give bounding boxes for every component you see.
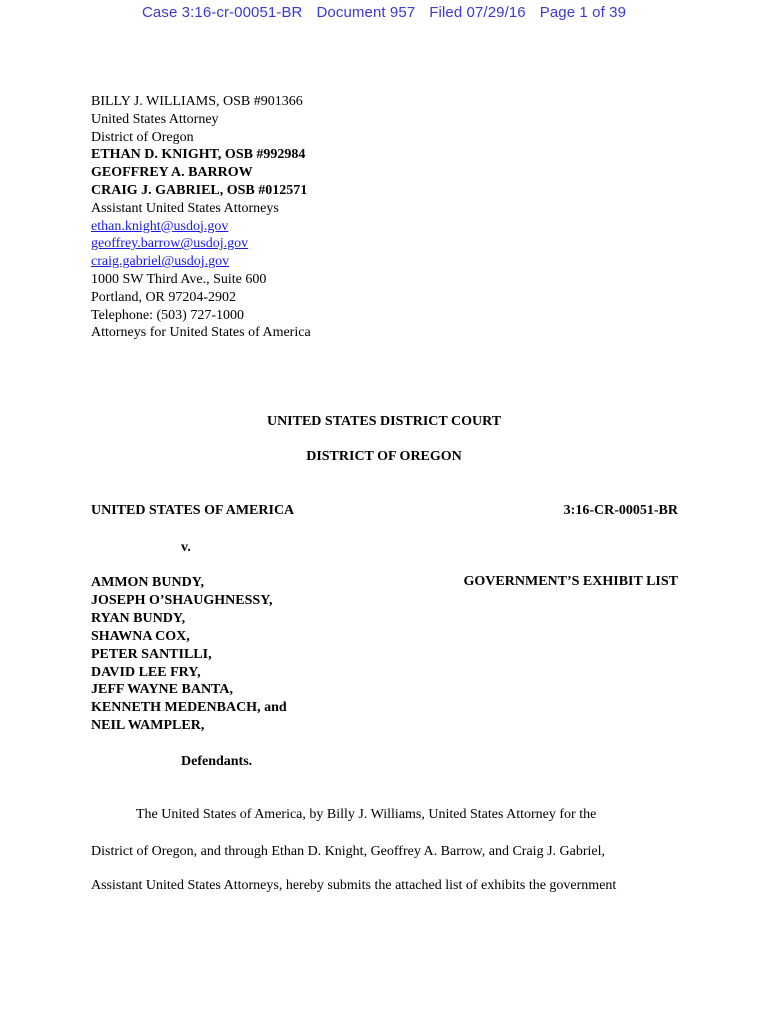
- defendant-name: SHAWNA COX,: [91, 628, 190, 644]
- attorney-line: United States Attorney: [91, 111, 219, 127]
- document-title: GOVERNMENT’S EXHIBIT LIST: [463, 574, 678, 589]
- defendant-name: JOSEPH O’SHAUGHNESSY,: [91, 592, 273, 608]
- body-paragraph-line: The United States of America, by Billy J. Williams, United States Attorney for the: [136, 807, 597, 822]
- attorney-block: [91, 93, 311, 342]
- ecf-header-stamp: [0, 4, 768, 21]
- defendants-label: Defendants.: [181, 754, 253, 769]
- email-link-gabriel[interactable]: craig.gabriel@usdoj.gov: [91, 254, 230, 270]
- email-link-knight[interactable]: ethan.knight@usdoj.gov: [91, 218, 229, 234]
- defendant-name: NEIL WAMPLER,: [91, 718, 205, 734]
- defendant-name: KENNETH MEDENBACH, and: [91, 700, 287, 716]
- case-number-stamp: Case 3:16-cr-00051-BR: [141, 4, 303, 21]
- email-link-barrow[interactable]: geoffrey.barrow@usdoj.gov: [91, 236, 249, 252]
- plaintiff-name: UNITED STATES OF AMERICA: [91, 503, 295, 518]
- document-number-stamp: Document 957: [316, 4, 416, 21]
- filed-date-stamp: Filed 07/29/16: [429, 4, 526, 21]
- defendant-name: DAVID LEE FRY,: [91, 664, 201, 680]
- body-paragraph-line: District of Oregon, and through Ethan D. Knight, Geoffrey A. Barrow, and Craig J. Gabriel,: [91, 844, 605, 859]
- defendant-name: JEFF WAYNE BANTA,: [91, 682, 233, 698]
- defendant-name: PETER SANTILLI,: [91, 646, 212, 662]
- defendant-name: AMMON BUNDY,: [91, 575, 205, 590]
- court-name: UNITED STATES DISTRICT COURT: [266, 414, 502, 429]
- attorney-title: Assistant United States Attorneys: [91, 200, 279, 216]
- attorney-line: BILLY J. WILLIAMS, OSB #901366: [91, 94, 303, 109]
- court-district: DISTRICT OF OREGON: [306, 449, 462, 464]
- defendant-name: RYAN BUNDY,: [91, 610, 186, 626]
- body-paragraph-line: Assistant United States Attorneys, hereby submits the attached list of exhibits the government: [91, 878, 617, 893]
- attorney-name: GEOFFREY A. BARROW: [91, 165, 253, 181]
- telephone-line: Telephone: (503) 727-1000: [91, 307, 244, 323]
- address-line: 1000 SW Third Ave., Suite 600: [91, 271, 267, 287]
- defendants-list: [91, 574, 287, 735]
- case-number: 3:16-CR-00051-BR: [563, 503, 678, 518]
- page-number-stamp: Page 1 of 39: [539, 4, 627, 21]
- address-line: Portland, OR 97204-2902: [91, 289, 237, 305]
- attorney-line: District of Oregon: [91, 129, 194, 145]
- attorney-name: CRAIG J. GABRIEL, OSB #012571: [91, 182, 308, 198]
- attorneys-for-line: Attorneys for United States of America: [91, 325, 311, 341]
- versus: v.: [181, 540, 191, 555]
- attorney-name: ETHAN D. KNIGHT, OSB #992984: [91, 147, 306, 163]
